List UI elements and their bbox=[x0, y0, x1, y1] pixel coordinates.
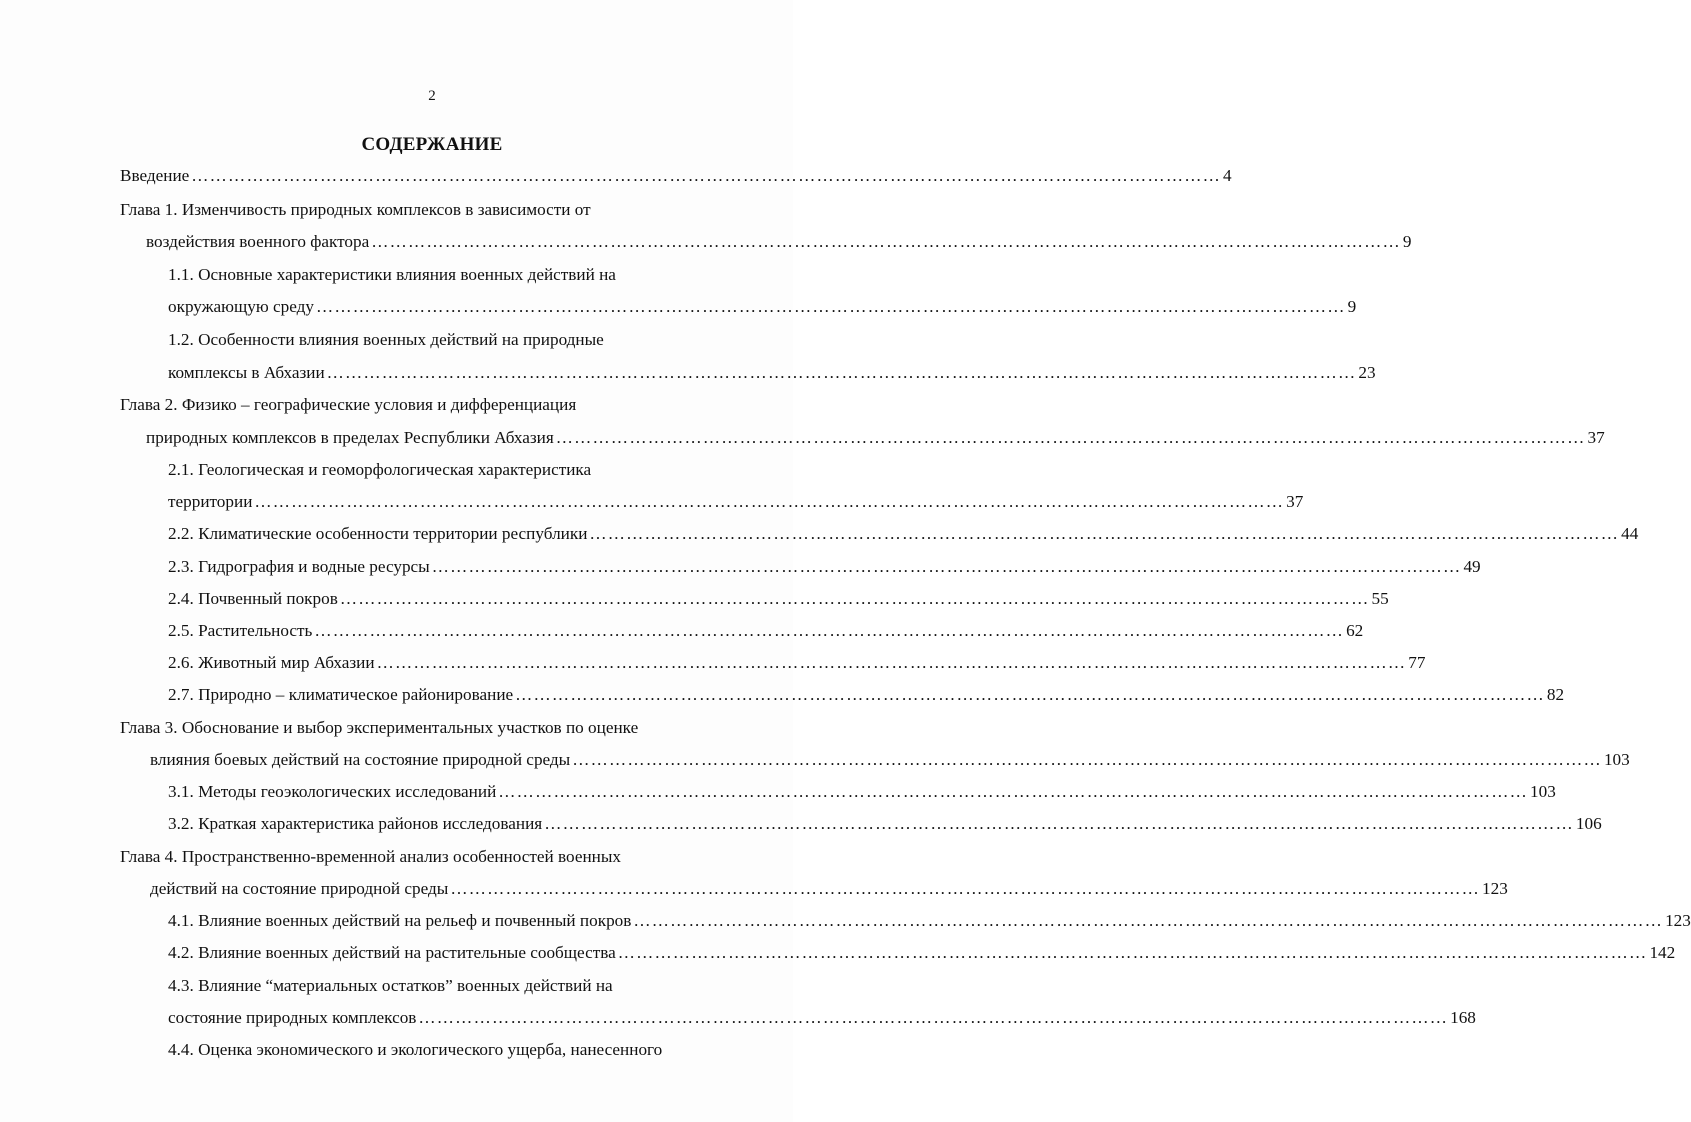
toc-entry-text: 2.4. Почвенный покров bbox=[168, 589, 338, 608]
dot-leader: …………………………………………………………………………………………………………………………………………………… bbox=[371, 232, 1401, 251]
toc-entry-page: 4 bbox=[1222, 166, 1232, 185]
toc-entry-section-4-4[interactable] bbox=[168, 1038, 662, 1062]
toc-entry-text: 2.2. Климатические особенности территории республики bbox=[168, 524, 588, 543]
toc-entry-text: 1.1. Основные характеристики влияния военных действий на bbox=[168, 265, 616, 284]
toc-entry-section-2-3[interactable] bbox=[168, 555, 1481, 579]
toc-entry-text: 4.1. Влияние военных действий на рельеф и почвенный покров bbox=[168, 911, 632, 930]
toc-entry-section-4-3[interactable] bbox=[168, 974, 613, 998]
dot-leader: …………………………………………………………………………………………………………………………………………………… bbox=[314, 621, 1345, 640]
toc-entry-section-2-5[interactable] bbox=[168, 619, 1364, 643]
toc-entry-chapter-1-cont[interactable] bbox=[146, 230, 1412, 254]
toc-entry-text: 2.1. Геологическая и геоморфологическая характеристика bbox=[168, 460, 592, 479]
dot-leader: …………………………………………………………………………………………………………………………………………………… bbox=[633, 911, 1664, 930]
toc-entry-text: территории bbox=[168, 492, 253, 511]
toc-entry-section-2-6[interactable] bbox=[168, 651, 1426, 675]
toc-entry-text: 3.2. Краткая характеристика районов исследования bbox=[168, 814, 543, 833]
toc-entry-text: 4.3. Влияние “материальных остатков” военных действий на bbox=[168, 976, 613, 995]
toc-entry-text: 3.1. Методы геоэкологических исследований bbox=[168, 782, 497, 801]
toc-entry-section-4-1[interactable] bbox=[168, 909, 1691, 933]
dot-leader: …………………………………………………………………………………………………………………………………………………… bbox=[431, 557, 1462, 576]
toc-entry-section-1-1[interactable] bbox=[168, 263, 616, 287]
toc-entry-text: 4.2. Влияние военных действий на растительные сообщества bbox=[168, 943, 616, 962]
toc-entry-section-1-1-cont[interactable] bbox=[168, 295, 1357, 319]
toc-entry-page: 103 bbox=[1530, 782, 1556, 801]
toc-entry-page: 106 bbox=[1575, 814, 1602, 833]
toc-entry-text: комплексы в Абхазии bbox=[168, 363, 325, 382]
dot-leader: …………………………………………………………………………………………………………………………………………………… bbox=[339, 589, 1370, 608]
toc-entry-text: Введение bbox=[120, 166, 190, 185]
toc-entry-section-2-4[interactable] bbox=[168, 587, 1389, 611]
toc-entry-text: Глава 2. Физико – географические условия и дифференциация bbox=[120, 395, 577, 414]
toc-entry-text: Глава 4. Пространственно-временной анализ особенностей военных bbox=[120, 847, 621, 866]
toc-entry-page: 62 bbox=[1346, 621, 1364, 640]
toc-entry-chapter-4-cont[interactable] bbox=[150, 877, 1508, 901]
dot-leader: …………………………………………………………………………………………………………………………………………………… bbox=[498, 782, 1528, 801]
toc-entry-text: 2.7. Природно – климатическое районирование bbox=[168, 685, 514, 704]
toc-entry-page: 168 bbox=[1450, 1008, 1476, 1027]
toc-entry-introduction[interactable] bbox=[120, 164, 1232, 188]
toc-entry-page: 37 bbox=[1286, 492, 1304, 511]
toc-entry-page: 123 bbox=[1665, 911, 1691, 930]
toc-entry-section-2-7[interactable] bbox=[168, 683, 1565, 707]
dot-leader: …………………………………………………………………………………………………………………………………………………… bbox=[544, 814, 1574, 833]
toc-entry-page: 123 bbox=[1482, 879, 1508, 898]
toc-entry-page: 142 bbox=[1649, 943, 1676, 962]
toc-entry-chapter-3[interactable] bbox=[120, 716, 638, 740]
dot-leader: …………………………………………………………………………………………………………………………………………………… bbox=[572, 750, 1602, 769]
toc-entry-text: 4.4. Оценка экономического и экологического ущерба, нанесенного bbox=[168, 1040, 663, 1059]
dot-leader: …………………………………………………………………………………………………………………………………………………… bbox=[191, 166, 1221, 185]
toc-entry-chapter-2[interactable] bbox=[120, 393, 576, 417]
toc-title: СОДЕРЖАНИЕ bbox=[361, 134, 503, 155]
toc-entry-text: Глава 3. Обоснование и выбор экспериментальных участков по оценке bbox=[120, 718, 639, 737]
dot-leader: …………………………………………………………………………………………………………………………………………………… bbox=[254, 492, 1285, 511]
toc-entry-section-2-1-cont[interactable] bbox=[168, 490, 1304, 514]
toc-entry-text: 2.5. Растительность bbox=[168, 621, 313, 640]
toc-entry-chapter-3-cont[interactable] bbox=[150, 748, 1630, 772]
toc-entry-section-3-1[interactable] bbox=[168, 780, 1556, 804]
page-number: 2 bbox=[428, 88, 436, 104]
toc-entry-page: 55 bbox=[1371, 589, 1389, 608]
dot-leader: …………………………………………………………………………………………………………………………………………………… bbox=[326, 363, 1357, 382]
toc-entry-text: 1.2. Особенности влияния военных действий на природные bbox=[168, 330, 604, 349]
toc-entry-text: 2.3. Гидрография и водные ресурсы bbox=[168, 557, 430, 576]
toc-entry-page: 9 bbox=[1402, 232, 1412, 251]
toc-entry-page: 44 bbox=[1621, 524, 1639, 543]
toc-entry-page: 103 bbox=[1603, 750, 1630, 769]
toc-entry-section-4-2[interactable] bbox=[168, 941, 1676, 965]
toc-entry-chapter-4[interactable] bbox=[120, 845, 621, 869]
toc-entry-page: 9 bbox=[1347, 297, 1357, 316]
dot-leader: …………………………………………………………………………………………………………………………………………………… bbox=[555, 428, 1586, 447]
toc-entry-section-2-2[interactable] bbox=[168, 522, 1639, 546]
toc-entry-text: 2.6. Животный мир Абхазии bbox=[168, 653, 375, 672]
toc-entry-page: 37 bbox=[1587, 428, 1605, 447]
dot-leader: …………………………………………………………………………………………………………………………………………………… bbox=[376, 653, 1407, 672]
toc-entry-page: 23 bbox=[1358, 363, 1376, 382]
dot-leader: …………………………………………………………………………………………………………………………………………………… bbox=[515, 685, 1545, 704]
toc-entry-chapter-2-cont[interactable] bbox=[146, 426, 1605, 450]
toc-entry-section-1-2-cont[interactable] bbox=[168, 361, 1376, 385]
toc-entry-section-1-2[interactable] bbox=[168, 328, 604, 352]
toc-entry-section-2-1[interactable] bbox=[168, 458, 591, 482]
toc-entry-text: природных комплексов в пределах Республики Абхазия bbox=[146, 428, 554, 447]
toc-entry-text: действий на состояние природной среды bbox=[150, 879, 449, 898]
toc-entry-text: Глава 1. Изменчивость природных комплексов в зависимости от bbox=[120, 200, 591, 219]
dot-leader: …………………………………………………………………………………………………………………………………………………… bbox=[589, 524, 1620, 543]
toc-entry-text: воздействия военного фактора bbox=[146, 232, 370, 251]
toc-entry-page: 77 bbox=[1408, 653, 1426, 672]
toc-entry-section-3-2[interactable] bbox=[168, 812, 1602, 836]
toc-entry-section-4-3-cont[interactable] bbox=[168, 1006, 1476, 1030]
dot-leader: …………………………………………………………………………………………………………………………………………………… bbox=[450, 879, 1481, 898]
toc-entry-text: окружающую среду bbox=[168, 297, 314, 316]
toc-entry-chapter-1[interactable] bbox=[120, 198, 591, 222]
dot-leader: …………………………………………………………………………………………………………………………………………………… bbox=[418, 1008, 1449, 1027]
dot-leader: …………………………………………………………………………………………………………………………………………………… bbox=[315, 297, 1346, 316]
toc-entry-text: влияния боевых действий на состояние природной среды bbox=[150, 750, 571, 769]
toc-entry-page: 82 bbox=[1546, 685, 1565, 704]
toc-entry-page: 49 bbox=[1463, 557, 1481, 576]
dot-leader: …………………………………………………………………………………………………………………………………………………… bbox=[617, 943, 1648, 962]
toc-entry-text: состояние природных комплексов bbox=[168, 1008, 417, 1027]
